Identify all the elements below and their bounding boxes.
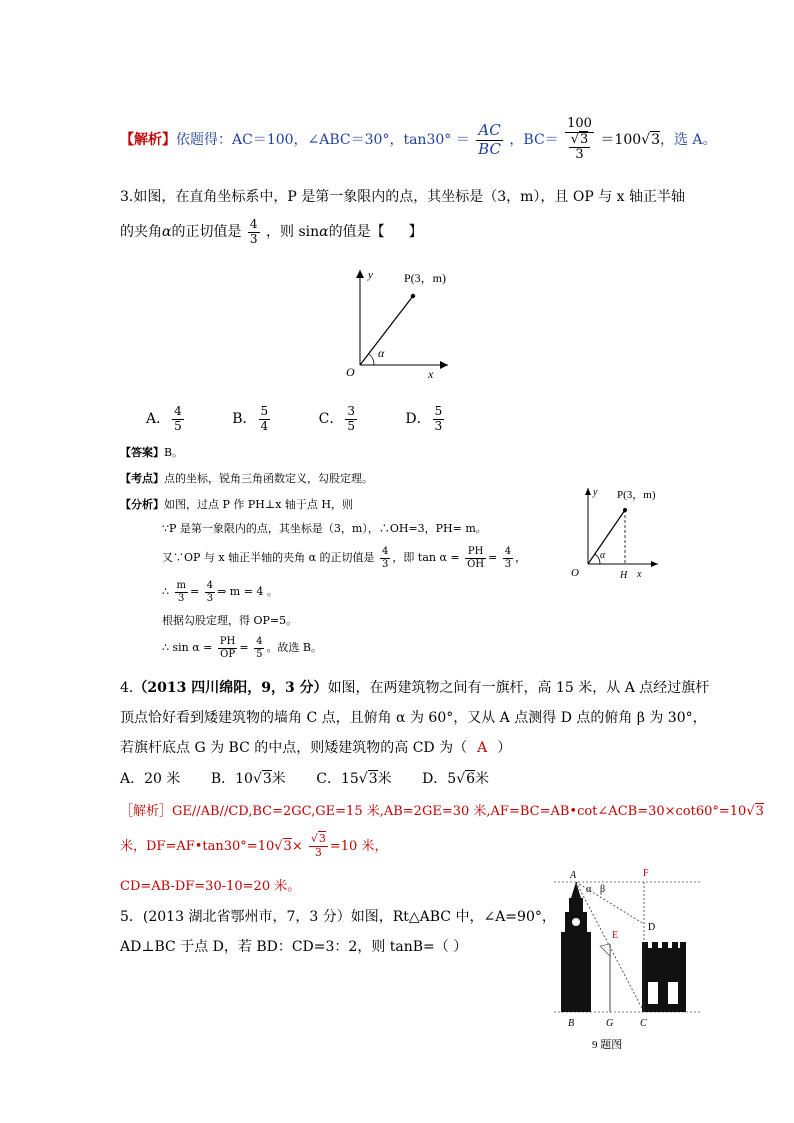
svg-text:G: G <box>606 1018 614 1029</box>
q4-solution-3: CD=AB-DF=30-10=20 米。 <box>120 879 301 894</box>
q3-option-c[interactable]: C． $\frac{3}{5}$ <box>318 403 355 433</box>
q4-option-c[interactable]: C．15√3米 <box>316 771 392 787</box>
svg-text:C: C <box>640 1018 647 1029</box>
svg-text:O: O <box>346 365 355 379</box>
svg-text:9 题图: 9 题图 <box>592 1039 623 1051</box>
q4-option-b[interactable]: B．10√3米 <box>210 771 286 787</box>
svg-text:x: x <box>428 367 434 380</box>
analysis-end: ，选 A。 <box>659 132 717 148</box>
svg-text:α: α <box>600 550 606 561</box>
analysis-lead: 依题得：AC＝100，∠ABC＝30°，tan30° ＝ <box>176 132 470 148</box>
answer3-knowledge: 【考点】点的坐标，锐角三角函数定义，勾股定理。 <box>120 472 373 485</box>
q3-tan-fraction: $\frac{4}{3}$ <box>249 216 258 246</box>
analysis-equal: ＝100 <box>600 132 642 148</box>
answer3-step4: 根据勾股定理，得 OP=5。 <box>162 614 298 627</box>
q4-building-figure <box>548 862 708 1062</box>
svg-text:α: α <box>586 884 592 895</box>
q3-line1: 3.如图，在直角坐标系中，P 是第一象限内的点，其坐标是（3，m），且 OP 与 x 轴正半轴 <box>120 189 686 205</box>
q4-option-a[interactable]: A．20 米 <box>120 771 181 787</box>
analysis-bc: ，BC＝ <box>509 132 559 148</box>
q5-line2: AD⊥BC 于点 D，若 BD：CD=3：2，则 tanB=（ ） <box>120 939 468 955</box>
answer3-analysis-head: 【分析】如图，过点 P 作 PH⊥x 轴于点 H，则 <box>120 498 354 511</box>
q4-solution-2: 米，DF=AF•tan30°=10√3× $\frac{√3}{3}$ =10 米， <box>120 832 388 859</box>
q3-option-d[interactable]: D． $\frac{5}{3}$ <box>405 403 443 433</box>
q3-line2: 的夹角α的正切值是 $\frac{4}{3}$ ，则 sinα的值是【 】 <box>120 216 423 246</box>
tan30-fraction: $\frac{AC}{BC}$ <box>478 121 501 158</box>
q3-option-a[interactable]: A． $\frac{4}{5}$ <box>146 403 182 433</box>
svg-text:y: y <box>368 269 373 281</box>
svg-text:P(3，m): P(3，m) <box>617 489 656 501</box>
answer3-step3: ∴ $\frac{m}{3}$ = $\frac{4}{3}$ ⇒ m = 4 。 <box>162 580 278 604</box>
svg-text:B: B <box>568 1018 575 1029</box>
tall-building <box>561 882 591 1012</box>
svg-text:D: D <box>648 922 656 933</box>
bc-fraction: $\frac{100}{\frac{√3}{3}}$ <box>567 115 592 163</box>
answer3-step2: 又∵OP 与 x 轴正半轴的夹角 α 的正切值是 $\frac{4}{3}$ ，即 tan α = $\frac{PH}{OH}$ = $\frac{4}{3}$ ， <box>162 546 527 570</box>
answer3-answer: 【答案】B。 <box>120 446 184 459</box>
svg-text:P(3，m): P(3，m) <box>404 271 447 285</box>
q4-line2: 顶点恰好看到矮建筑物的墙角 C 点，且俯角 α 为 60°，又从 A 点测得 D 点的俯角 β 为 30°， <box>120 710 707 726</box>
q3-coordinate-figure <box>330 260 470 380</box>
answer3-step5: ∴ sin α = $\frac{PH}{OP}$ = $\frac{4}{5}$ 。故选 B。 <box>162 636 323 660</box>
answer3-step1: ∵P 是第一象限内的点，其坐标是（3，m），∴OH=3，PH= m。 <box>162 522 487 535</box>
q4-options <box>120 768 489 788</box>
svg-text:A: A <box>570 870 577 881</box>
svg-text:O: O <box>571 567 579 579</box>
analysis-root3: 3 <box>651 132 660 148</box>
q5-line1: 5．(2013 湖北省鄂州市，7，3 分）如图，Rt△ABC 中，∠A=90°， <box>120 909 556 925</box>
svg-text:H: H <box>620 570 628 581</box>
svg-text:β: β <box>600 884 606 895</box>
analysis-tag: 【解析】 <box>120 132 176 148</box>
svg-text:α: α <box>378 346 385 360</box>
analysis-1: 【解析】依题得：AC＝100，∠ABC＝30°，tan30° ＝ $\frac{AC}{BC}$ ，BC＝ $\frac{100}{\frac{√3}{3}}$ ＝100√3，选 A。 <box>120 115 717 163</box>
svg-text:x: x <box>637 569 642 580</box>
svg-text:y: y <box>593 487 598 498</box>
svg-text:F: F <box>643 868 649 879</box>
q4-line3: 若旗杆底点 G 为 BC 的中点，则矮建筑物的高 CD 为（ A ） <box>120 740 512 756</box>
q4-line1: 4.（2013 四川绵阳，9，3 分）如图，在两建筑物之间有一旗杆，高 15 米，从 A 点经过旗杆 <box>120 680 710 696</box>
q4-answer: A <box>477 740 488 756</box>
q4-option-d[interactable]: D．5√6米 <box>422 771 490 787</box>
svg-text:E: E <box>612 930 619 941</box>
answer3-figure <box>560 482 680 584</box>
q3-options <box>146 400 446 438</box>
q3-option-b[interactable]: B． $\frac{5}{4}$ <box>232 403 269 433</box>
q4-solution-1: ［解析］GE//AB//CD,BC=2GC,GE=15 米,AB=2GE=30 米,AF=BC=AB•cot∠ACB=30×cot60°=10√3 <box>120 804 764 819</box>
